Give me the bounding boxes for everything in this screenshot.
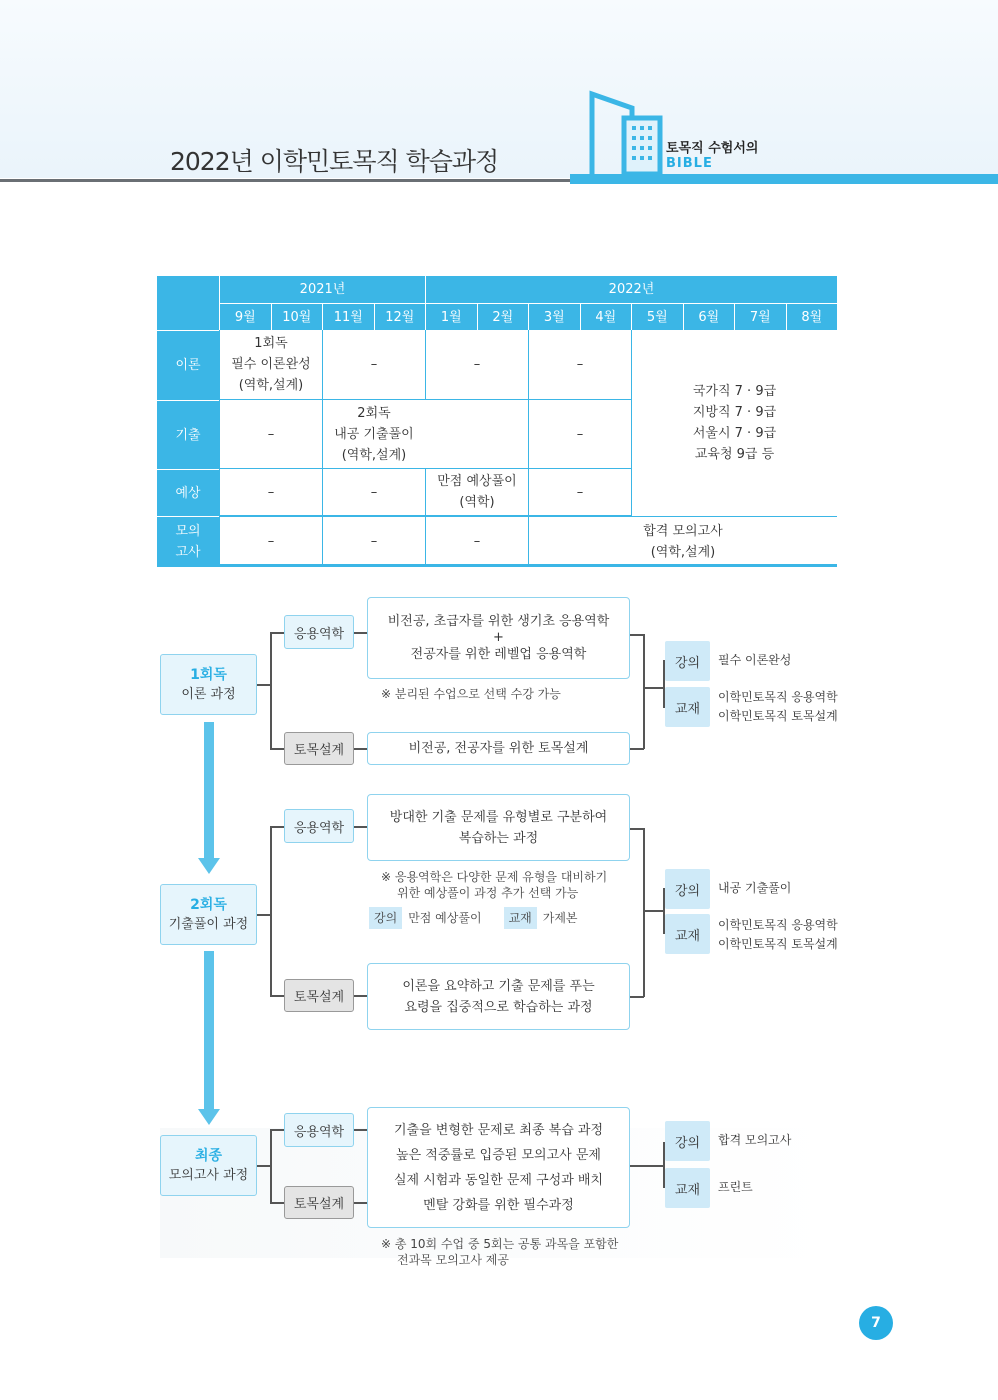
- arrow-head-icon: [198, 1109, 220, 1125]
- desc-line: 실제 시험과 동일한 문제 구성과 배치: [393, 1172, 604, 1188]
- stage2-note: [381, 869, 607, 901]
- stage3-book: 프린트: [718, 1180, 753, 1194]
- cell-text: 2회독: [357, 405, 391, 421]
- exam-item: 국가직 7 · 9급: [692, 384, 777, 399]
- stage2-extra-book-chip: 교재: [504, 907, 537, 929]
- tag-mechanics: 응용역학: [284, 809, 354, 843]
- connector: [257, 1165, 271, 1167]
- cell-text: (역학,설계): [238, 378, 304, 393]
- desc-line: 비전공, 초급자를 위한 생기초 응용역학: [387, 614, 610, 629]
- book-item: 이학민토목직 토목설계: [718, 709, 838, 723]
- cell-past-nov-dec: [322, 400, 425, 469]
- stage3-label: 모의고사 과정: [168, 1167, 249, 1183]
- cell-past-sep-oct: –: [219, 400, 322, 469]
- row-header-mock-label: 모의 고사: [175, 523, 201, 560]
- stage2-extra: [369, 907, 578, 929]
- desc-line: +: [493, 630, 504, 645]
- stage1-lecture: 필수 이론완성: [718, 653, 792, 667]
- cell-text: (역학,설계): [341, 447, 407, 463]
- cell-past-jan-feb: [425, 400, 528, 469]
- year-2022: 2022년: [425, 276, 837, 303]
- stage3-desc: [367, 1107, 630, 1228]
- desc-line: 방대한 기출 문제를 유형별로 구분하여: [389, 809, 608, 825]
- stage3-box: [160, 1135, 257, 1196]
- stage1-book-chip: 교재: [665, 687, 710, 727]
- stage2-mech-desc: [367, 794, 630, 861]
- connector: [630, 1165, 663, 1167]
- stage3-book-chip: 교재: [665, 1168, 710, 1208]
- cell-theory-sep-oct: [219, 330, 322, 400]
- header-band: [0, 0, 998, 178]
- exam-item: 교육청 9급 등: [694, 447, 775, 462]
- note-line: 전과목 모의고사 제공: [397, 1253, 509, 1267]
- stage1-note: ※ 분리된 수업으로 선택 수강 가능: [381, 687, 561, 701]
- stage3-lecture: 합격 모의고사: [718, 1133, 792, 1147]
- cell-text: (역학,설계): [650, 544, 716, 560]
- cell-text: 1회독: [254, 336, 288, 351]
- connector: [270, 1202, 285, 1204]
- stage2-num: 2회독: [190, 896, 227, 913]
- cell-mock-jan-feb: –: [425, 516, 528, 566]
- building-icon: [588, 88, 668, 176]
- connector: [270, 632, 285, 634]
- cell-pred-mar-apr: –: [528, 469, 631, 516]
- book-item: 이학민토목직 토목설계: [718, 937, 838, 951]
- connector: [354, 995, 368, 997]
- tag-design: 토목설계: [284, 979, 354, 1012]
- table-corner: [157, 276, 219, 330]
- month-header: 3월: [528, 303, 580, 330]
- stage1-lecture-chip: 강의: [665, 641, 710, 681]
- cell-theory-jan-feb: –: [425, 330, 528, 400]
- connector: [354, 1202, 368, 1204]
- row-header-theory: 이론: [157, 330, 219, 400]
- stage1-num: 1회독: [190, 666, 227, 683]
- cell-theory-nov-dec: –: [322, 330, 425, 400]
- connector: [270, 826, 272, 996]
- connector: [354, 632, 368, 634]
- desc-line: 높은 적중률로 입증된 모의고사 문제: [396, 1147, 601, 1163]
- month-header: 2월: [477, 303, 529, 330]
- note-line: ※ 총 10회 수업 중 5회는 공통 과목을 포함한: [381, 1237, 619, 1251]
- connector: [270, 1129, 285, 1131]
- exam-item: 서울시 7 · 9급: [692, 426, 777, 441]
- page-number: 7: [859, 1306, 893, 1340]
- cell-pred-jan-feb: [425, 469, 528, 516]
- row-header-mock: [157, 516, 219, 566]
- exam-item: 지방직 7 · 9급: [692, 405, 777, 420]
- table-bottom-rule: [157, 564, 837, 567]
- cell-text: 만점 예상풀이: [437, 474, 517, 489]
- connector: [354, 748, 368, 750]
- stage2-lecture: 내공 기출풀이: [718, 881, 792, 895]
- desc-line: 복습하는 과정: [458, 830, 539, 846]
- connector: [630, 996, 644, 998]
- tag-mechanics: 응용역학: [284, 1113, 354, 1147]
- stage2-book-chip: 교재: [665, 914, 710, 954]
- stage3-num: 최종: [194, 1147, 223, 1164]
- tag-design: 토목설계: [284, 1186, 354, 1219]
- stage1-books: [718, 688, 838, 726]
- row-header-past: 기출: [157, 400, 219, 469]
- arrow-down-icon: [204, 722, 214, 860]
- month-header: 5월: [631, 303, 683, 330]
- month-header: 12월: [374, 303, 426, 330]
- arrow-down-icon: [204, 951, 214, 1111]
- connector: [643, 828, 645, 997]
- row-header-pred: 예상: [157, 469, 219, 516]
- desc-line: 이론을 요약하고 기출 문제를 푸는: [402, 978, 595, 994]
- month-header: 10월: [271, 303, 323, 330]
- connector: [630, 748, 644, 750]
- month-header: 7월: [734, 303, 786, 330]
- stage1-design-desc: 비전공, 전공자를 위한 토목설계: [367, 732, 630, 765]
- stage1-mech-desc: [367, 597, 630, 679]
- header-rule-blue: [570, 174, 998, 184]
- month-header: 6월: [683, 303, 735, 330]
- desc-line: 기출을 변형한 문제로 최종 복습 과정: [393, 1122, 604, 1138]
- note-line: 위한 예상풀이 과정 추가 선택 가능: [397, 886, 579, 900]
- cell-text: (역학): [459, 495, 495, 510]
- cell-text: 필수 이론완성: [231, 357, 311, 372]
- month-header: 11월: [322, 303, 374, 330]
- month-header: 1월: [425, 303, 477, 330]
- header-rule-grey: [0, 179, 570, 182]
- connector: [270, 995, 285, 997]
- cell-exams: [631, 330, 837, 516]
- stage2-box: [160, 884, 257, 945]
- month-header: 8월: [786, 303, 838, 330]
- connector: [270, 748, 285, 750]
- connector: [630, 634, 644, 636]
- year-2021: 2021년: [219, 276, 425, 303]
- connector: [643, 910, 663, 912]
- connector: [257, 684, 271, 686]
- month-header: 9월: [219, 303, 271, 330]
- cell-text: 합격 모의고사: [643, 523, 723, 539]
- cell-mock-mar-aug: [528, 516, 837, 566]
- tag-design: 토목설계: [284, 732, 354, 765]
- brand-line2: BIBLE: [666, 156, 713, 171]
- connector: [270, 826, 285, 828]
- cell-text: 내공 기출풀이: [334, 426, 414, 442]
- tag-mechanics: 응용역학: [284, 615, 354, 649]
- book-item: 이학민토목직 응용역학: [718, 690, 838, 704]
- cell-pred-nov-dec: –: [322, 469, 425, 516]
- stage1-box: [160, 654, 257, 715]
- page-title: 2022년 이학민토목직 학습과정: [170, 147, 499, 176]
- cell-mock-sep-oct: –: [219, 516, 322, 566]
- connector: [270, 632, 272, 749]
- cell-mock-nov-dec: –: [322, 516, 425, 566]
- arrow-head-icon: [198, 858, 220, 874]
- stage2-extra-book: 가제본: [542, 911, 578, 925]
- connector: [630, 828, 644, 830]
- stage2-label: 기출풀이 과정: [168, 916, 249, 932]
- desc-line: 요령을 집중적으로 학습하는 과정: [404, 999, 593, 1015]
- connector: [257, 914, 271, 916]
- stage2-books: [718, 916, 838, 954]
- desc-line: 전공자를 위한 레벨업 응용역학: [410, 647, 587, 662]
- note-line: ※ 응용역학은 다양한 문제 유형을 대비하기: [381, 870, 608, 884]
- connector: [270, 1129, 272, 1203]
- connector: [643, 634, 645, 749]
- connector: [354, 826, 368, 828]
- connector: [643, 687, 663, 689]
- cell-past-mar-apr: –: [528, 400, 631, 469]
- stage2-extra-lecture-chip: 강의: [369, 907, 402, 929]
- stage2-extra-lecture: 만점 예상풀이: [408, 911, 482, 925]
- month-header: 4월: [580, 303, 632, 330]
- stage1-label: 이론 과정: [181, 686, 236, 702]
- book-item: 이학민토목직 응용역학: [718, 918, 838, 932]
- stage2-design-desc: [367, 963, 630, 1030]
- cell-theory-mar-apr: –: [528, 330, 631, 400]
- connector: [354, 1129, 368, 1131]
- brand-line1: 토목직 수험서의: [666, 141, 759, 156]
- cell-pred-sep-oct: –: [219, 469, 322, 516]
- desc-line: 멘탈 강화를 위한 필수과정: [423, 1197, 574, 1213]
- stage3-lecture-chip: 강의: [665, 1121, 710, 1161]
- stage3-note: [381, 1236, 618, 1268]
- stage2-lecture-chip: 강의: [665, 869, 710, 909]
